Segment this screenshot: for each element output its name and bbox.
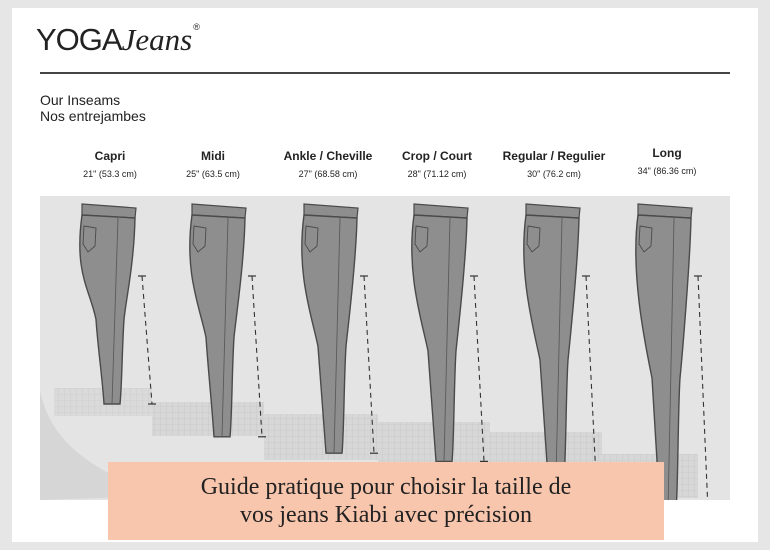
jeans-figure-capri: [80, 204, 156, 404]
section-title: [40, 92, 146, 124]
inseam-label-capri: Capri 21" (53.3 cm): [83, 149, 137, 179]
caption-line-1: Guide pratique pour choisir la taille de: [200, 474, 572, 500]
section-title-en: Our Inseams: [40, 92, 121, 108]
inseam-label-ankle: Ankle / Cheville 27" (68.58 cm): [283, 149, 373, 179]
inseam-label-long: Long 34" (86.36 cm): [637, 146, 697, 176]
brand-logo: YOGAJeans®: [36, 22, 199, 57]
inseam-measure-line: [142, 276, 152, 404]
section-title-fr: Nos entrejambes: [40, 108, 146, 124]
inseam-label-crop: Crop / Court 28" (71.12 cm): [402, 149, 472, 179]
jeans-figure-midi: [190, 204, 266, 437]
header-divider: [40, 72, 730, 74]
caption-line-2: vos jeans Kiabi avec précision: [240, 502, 532, 528]
inseam-label-midi: Midi 25" (63.5 cm): [186, 149, 240, 179]
inseam-label-regular: Regular / Regulier 30" (76.2 cm): [502, 149, 606, 179]
jeans-figures-svg: [40, 196, 730, 500]
inseam-illustration: [40, 196, 730, 500]
inseam-measure-line: [698, 276, 708, 500]
caption-banner: [108, 462, 664, 540]
